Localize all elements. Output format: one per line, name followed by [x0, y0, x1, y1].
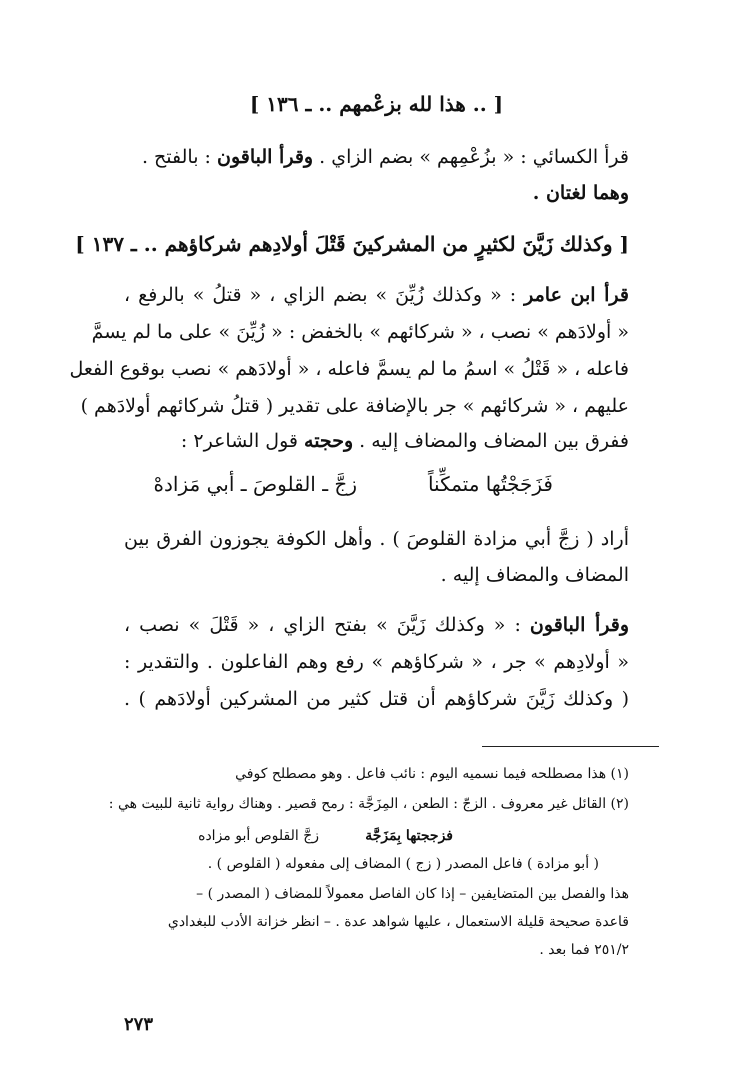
paragraph-line: فاعله ، « قَتْلُ » اسمُ ما لم يسمَّ فاعله ، « أولادَهم » نصب بوقوع الفعل — [69, 358, 629, 380]
text-run: قرأ الكسائي : « بزُعْمِهم » بضم الزاي . — [313, 146, 629, 168]
text-run: : بالفتح . — [141, 146, 217, 168]
reader-name: قرأ ابن عامر — [524, 284, 629, 306]
text-run: : « وكذلك زُيِّنَ » بضم الزاي ، « قتلُ » بالرفع ، — [124, 284, 525, 306]
paragraph-line: ( وكذلك زَيَّنَ شركاؤهم أن قتل كثير من المشركين أولادَهم ) . — [124, 688, 629, 710]
footnote-line: قاعدة صحيحة قليلة الاستعمال ، عليها شواهد عدة . – انظر خزانة الأدب للبغدادي — [167, 914, 629, 930]
bold-term: وحجته — [304, 430, 354, 452]
paragraph-line: عليهم ، « شركائهم » جر بالإضافة على تقدير ( قتلُ شركائهم أولادَهم ) — [80, 395, 629, 417]
paragraph-line: وهما لغتان . — [532, 182, 629, 204]
page-number: ٢٧٣ — [124, 1014, 154, 1035]
paragraph-line — [124, 284, 629, 306]
verse-heading-137: [ وكذلك زَيَّنَ لكثيرٍ من المشركينَ قَتْلَ أولادِهم شركاؤهم .. ـ ١٣٧ ] — [75, 232, 629, 256]
footnote-1: (١) هذا مصطلحه فيما نسميه اليوم : نائب فاعل . وهو مصطلح كوفي — [235, 766, 629, 782]
paragraph-line — [124, 146, 629, 168]
text-run: ففرق بين المضاف والمضاف إليه . — [353, 430, 629, 452]
paragraph-line: أراد ( زجَّ أبي مزادة القلوصَ ) . وأهل الكوفة يجوزون الفرق بين — [124, 528, 629, 550]
text-run: : « وكذلك زَيَّنَ » بفتح الزاي ، « قَتْلَ » نصب ، — [124, 614, 530, 636]
footnote-hemistich-second: زجَّ القلوص أبو مزاده — [198, 828, 319, 844]
reader-name: وقرأ الباقون — [217, 146, 314, 168]
footnote-line: ( أبو مزادة ) فاعل المصدر ( زج ) المضاف إلى مفعوله ( القلوص ) . — [207, 856, 599, 872]
hemistich-first: فَزَجَجْتُها متمكِّناً — [427, 472, 553, 496]
text-run: قول الشاعر٢ : — [180, 430, 305, 452]
footnote-line: ٢٥١/٢ فما بعد . — [539, 942, 629, 958]
footnote-separator — [482, 746, 659, 747]
reader-name: وقرأ الباقون — [529, 614, 630, 636]
paragraph-line: « أولادِهم » جر ، « شركاؤهم » رفع وهم الفاعلون . والتقدير : — [124, 651, 629, 673]
hemistich-second: زجَّ ـ القلوصَ ـ أبي مَزادهْ — [153, 472, 357, 496]
paragraph-line: المضاف والمضاف إليه . — [440, 564, 629, 586]
footnote-verse — [0, 826, 751, 852]
footnote-line: هذا والفصل بين المتضايفين – إذا كان الفاصل معمولاً للمضاف ( المصدر ) – — [196, 886, 629, 902]
footnote-hemistich-first: فزججتها بِمَزَجَّة — [365, 828, 453, 844]
paragraph-line — [124, 614, 629, 636]
paragraph-line: « أولادَهم » نصب ، « شركائهم » بالخفض : « زُيِّنَ » على ما لم يسمَّ — [91, 321, 629, 343]
footnote-2: (٢) القائل غير معروف . الزجّ : الطعن ، المِزَجَّة : رمح قصير . وهناك رواية ثانية للبيت هي : — [108, 796, 629, 812]
poetry-verse — [0, 468, 751, 508]
paragraph-line — [124, 430, 629, 452]
verse-heading-136: [ .. هذا لله بزعْمهم .. ـ ١٣٦ ] — [249, 92, 504, 116]
